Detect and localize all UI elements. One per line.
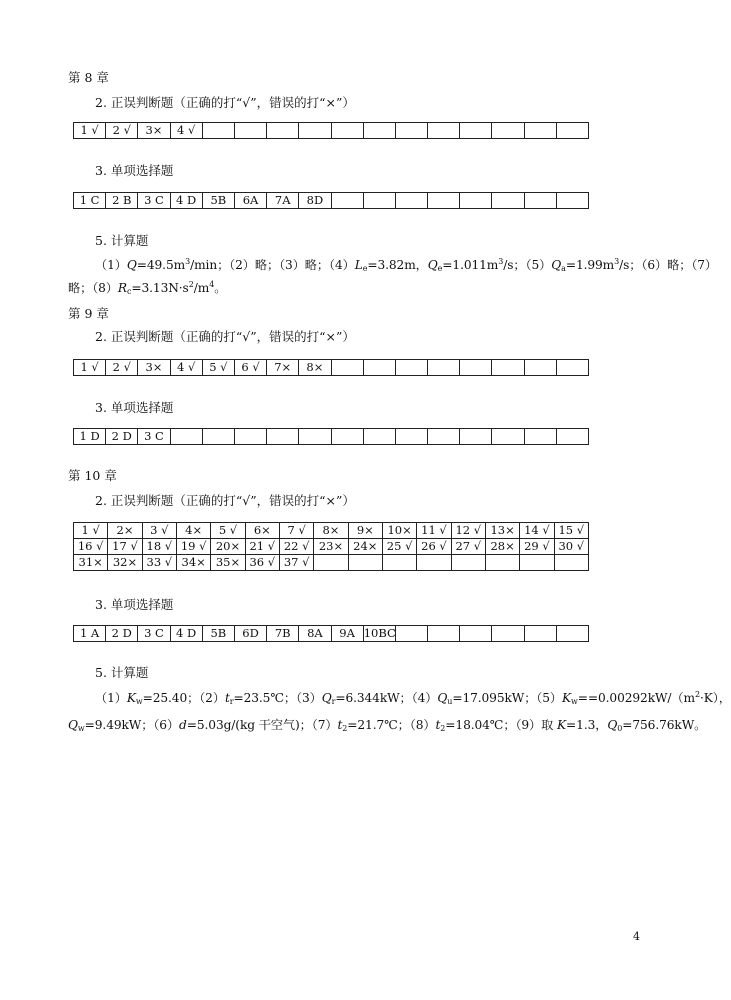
answer-cell: 14 √ xyxy=(520,523,554,539)
answer-cell: 15 √ xyxy=(554,523,588,539)
answer-cell xyxy=(314,555,348,571)
answer-cell xyxy=(460,193,492,209)
answer-cell: 19 √ xyxy=(176,539,210,555)
answer-cell: 7× xyxy=(267,360,299,376)
answer-cell: 5B xyxy=(202,193,234,209)
ch9-multiple-choice-heading: 3. 单项选择题 xyxy=(95,400,174,415)
answer-cell xyxy=(170,429,202,445)
answer-cell: 3 √ xyxy=(142,523,176,539)
answer-cell xyxy=(428,193,460,209)
answer-cell: 8D xyxy=(299,193,331,209)
answer-cell xyxy=(524,193,556,209)
answer-cell: 3× xyxy=(138,360,170,376)
answer-cell xyxy=(428,429,460,445)
ch10-multiple-choice-table xyxy=(73,625,589,642)
answer-cell xyxy=(492,626,524,642)
answer-cell: 36 √ xyxy=(245,555,279,571)
ch8-multiple-choice-table xyxy=(73,192,589,209)
answer-cell: 4 D xyxy=(170,626,202,642)
answer-cell: 5B xyxy=(202,626,234,642)
answer-cell: 8× xyxy=(299,360,331,376)
answer-cell xyxy=(331,193,363,209)
answer-cell xyxy=(395,360,427,376)
answer-cell xyxy=(331,360,363,376)
ch10-calc-line-1: $(1)K_w=25.40$；$(2)t_r=23.5℃$；$(3)Q_r=6.344kW$；$(4)Q_u=17.095kW$；$(5)K_w==0.00292kW/(m^2\cdot K)$， xyxy=(95,690,731,706)
answer-cell: 3 C xyxy=(138,626,170,642)
ch9-multiple-choice-table xyxy=(73,428,589,445)
answer-cell xyxy=(492,193,524,209)
answer-cell: 3× xyxy=(138,123,170,139)
answer-cell xyxy=(267,123,299,139)
answer-cell xyxy=(485,555,519,571)
answer-cell xyxy=(428,123,460,139)
chapter-10-title: 第 10 章 xyxy=(68,468,117,483)
answer-cell: 23× xyxy=(314,539,348,555)
answer-cell xyxy=(428,626,460,642)
answer-cell xyxy=(556,360,588,376)
answer-cell xyxy=(556,193,588,209)
answer-cell: 1 C xyxy=(74,193,106,209)
answer-cell xyxy=(460,429,492,445)
answer-cell: 4 √ xyxy=(170,360,202,376)
answer-cell: 17 √ xyxy=(108,539,142,555)
answer-cell xyxy=(524,360,556,376)
answer-cell: 7A xyxy=(267,193,299,209)
answer-cell xyxy=(234,429,266,445)
answer-cell xyxy=(460,123,492,139)
answer-cell: 2 √ xyxy=(106,360,138,376)
ch8-multiple-choice-heading: 3. 单项选择题 xyxy=(95,163,174,178)
answer-cell xyxy=(428,360,460,376)
answer-cell: 2× xyxy=(108,523,142,539)
answer-cell xyxy=(331,429,363,445)
chapter-8-title: 第 8 章 xyxy=(68,70,109,85)
answer-cell: 2 B xyxy=(106,193,138,209)
answer-cell: 9A xyxy=(331,626,363,642)
ch8-calc-heading: 5. 计算题 xyxy=(95,233,149,248)
ch10-true-false-heading: 2. 正误判断题（正确的打“√”，错误的打“×”） xyxy=(95,493,355,508)
answer-cell: 6× xyxy=(245,523,279,539)
answer-cell: 22 √ xyxy=(279,539,313,555)
answer-cell: 2 D xyxy=(106,429,138,445)
answer-cell: 7B xyxy=(267,626,299,642)
answer-cell xyxy=(202,429,234,445)
answer-cell: 29 √ xyxy=(520,539,554,555)
answer-cell xyxy=(363,429,395,445)
answer-cell: 18 √ xyxy=(142,539,176,555)
answer-cell: 5 √ xyxy=(211,523,245,539)
answer-cell xyxy=(202,123,234,139)
answer-cell xyxy=(492,429,524,445)
answer-cell: 37 √ xyxy=(279,555,313,571)
answer-cell: 8A xyxy=(299,626,331,642)
answer-cell: 34× xyxy=(176,555,210,571)
ch10-calc-line-2: $Q_w=9.49kW$；（6）d=5.03g/(kg 干空气)；$(7)t_2=21.7℃$；$(8)t_2=18.04℃$；（9）取 K=1.3，$Q_0=756.76kW$。 xyxy=(68,718,707,733)
answer-cell: 4 D xyxy=(170,193,202,209)
answer-cell: 21 √ xyxy=(245,539,279,555)
answer-cell xyxy=(524,626,556,642)
answer-cell: 7 √ xyxy=(279,523,313,539)
answer-cell xyxy=(492,360,524,376)
answer-cell xyxy=(395,123,427,139)
answer-cell xyxy=(299,123,331,139)
answer-cell xyxy=(556,123,588,139)
ch8-true-false-table xyxy=(73,122,589,139)
answer-cell xyxy=(451,555,485,571)
answer-cell xyxy=(556,626,588,642)
ch9-true-false-table xyxy=(73,359,589,376)
answer-cell xyxy=(395,429,427,445)
ch9-true-false-heading: 2. 正误判断题（正确的打“√”，错误的打“×”） xyxy=(95,329,355,344)
answer-cell xyxy=(554,555,588,571)
answer-cell xyxy=(331,123,363,139)
answer-cell: 32× xyxy=(108,555,142,571)
answer-cell: 20× xyxy=(211,539,245,555)
answer-cell xyxy=(524,123,556,139)
answer-cell: 1 D xyxy=(74,429,106,445)
answer-cell: 3 C xyxy=(138,193,170,209)
answer-cell: 12 √ xyxy=(451,523,485,539)
ch8-calc-line-2: 略；$(8)R_c=3.13N\cdot s^2/m^4$。 xyxy=(68,280,227,296)
answer-cell: 26 √ xyxy=(417,539,451,555)
answer-cell xyxy=(460,626,492,642)
answer-cell: 13× xyxy=(485,523,519,539)
answer-cell xyxy=(556,429,588,445)
answer-cell: 30 √ xyxy=(554,539,588,555)
answer-cell: 1 √ xyxy=(74,523,108,539)
answer-cell: 8× xyxy=(314,523,348,539)
answer-cell: 2 √ xyxy=(106,123,138,139)
ch10-true-false-table xyxy=(73,522,589,571)
answer-cell xyxy=(348,555,382,571)
answer-cell: 25 √ xyxy=(382,539,416,555)
answer-cell: 27 √ xyxy=(451,539,485,555)
answer-cell: 33 √ xyxy=(142,555,176,571)
chapter-9-title: 第 9 章 xyxy=(68,306,109,321)
answer-cell xyxy=(395,193,427,209)
answer-cell xyxy=(382,555,416,571)
answer-cell: 2 D xyxy=(106,626,138,642)
answer-cell: 1 √ xyxy=(74,360,106,376)
answer-cell xyxy=(460,360,492,376)
answer-cell: 11 √ xyxy=(417,523,451,539)
ch10-multiple-choice-heading: 3. 单项选择题 xyxy=(95,597,174,612)
answer-cell xyxy=(363,123,395,139)
answer-cell xyxy=(395,626,427,642)
answer-cell: 24× xyxy=(348,539,382,555)
answer-cell: 3 C xyxy=(138,429,170,445)
ch10-calc-heading: 5. 计算题 xyxy=(95,665,149,680)
answer-cell: 4× xyxy=(176,523,210,539)
answer-cell xyxy=(520,555,554,571)
answer-cell: 6 √ xyxy=(234,360,266,376)
answer-cell: 1 A xyxy=(74,626,106,642)
answer-cell xyxy=(267,429,299,445)
answer-cell: 16 √ xyxy=(74,539,108,555)
answer-cell: 10× xyxy=(382,523,416,539)
answer-cell xyxy=(524,429,556,445)
answer-cell: 6D xyxy=(234,626,266,642)
answer-cell xyxy=(299,429,331,445)
answer-cell: 31× xyxy=(74,555,108,571)
answer-cell xyxy=(234,123,266,139)
ch8-calc-line-1: $(1)Q=49.5m^3/\min$；（2）略；（3）略；$(4)L_e=3.82m$，$Q_e=1.011m^3/s$；$(5)Q_a=1.99m^3/s$；（6）略；（7） xyxy=(95,257,718,273)
answer-cell xyxy=(363,193,395,209)
answer-cell: 10BC xyxy=(363,626,396,640)
page-number: 4 xyxy=(633,930,640,943)
answer-cell xyxy=(492,123,524,139)
answer-cell: 4 √ xyxy=(170,123,202,139)
answer-cell: 1 √ xyxy=(74,123,106,139)
answer-cell xyxy=(363,360,395,376)
ch8-true-false-heading: 2. 正误判断题（正确的打“√”，错误的打“×”） xyxy=(95,95,355,110)
answer-cell: 35× xyxy=(211,555,245,571)
answer-cell: 9× xyxy=(348,523,382,539)
answer-cell: 5 √ xyxy=(202,360,234,376)
answer-cell xyxy=(417,555,451,571)
answer-cell: 6A xyxy=(234,193,266,209)
answer-cell: 28× xyxy=(485,539,519,555)
